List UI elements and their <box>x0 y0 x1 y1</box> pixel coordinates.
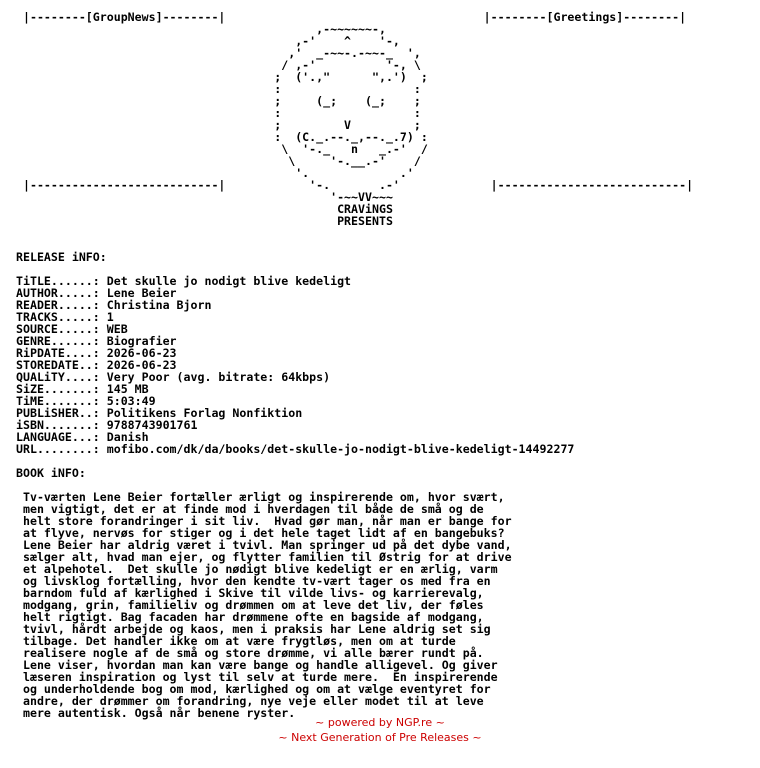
nfo-text: |--------[GroupNews]--------| |--------[Greetings]--------| ,-~~~~~~-, ,-' ^ '-, ,' _-~~-.-~~-_ ', / ,-' '-, \ ; ('.," ",.') ; : : ; (_; (_; ; : : ; V ; : (C._.--._,--._.7) : \ '-._ n _.-' / \ '-.__.-' / '. .' |---------------------------| '-. .-' |---------------------------| '-~~VV~~~ CRAViNGS PRESENTS RELEASE iNFO: TiTLE......: Det skulle jo nodigt blive kedeligt AUTHOR.....: Lene Beier READER.....: Christina Bjorn TRACKS.....: 1 SOURCE.....: WEB GENRE......: Biografier RiPDATE....: 2026-06-23 STOREDATE..: 2026-06-23 QUALiTY....: Very Poor (avg. bitrate: 64kbps) SiZE.......: 145 MB TiME.......: 5:03:49 PUBLiSHER..: Politikens Forlag Nonfiktion iSBN.......: 9788743901761 LANGUAGE...: Danish URL........: mofibo.com/dk/da/books/det-skulle-jo-nodigt-blive-kedeligt-14492277 BOOK iNFO: Tv-værten Lene Beier fortæller ærligt og inspirerende om, hvor svært, men vigtigt, det er at finde mod i hverdagen til både de små og de helt store forandringer i sit liv. Hvad gør man, når man er bange for at flyve, nervøs for stiger og i det hele taget lidt af en bangebuks? Lene Beier har aldrig været i tvivl. Man springer ud på det dybe vand, sælger alt, hvad man ejer, og flytter familien til Østrig for at drive et alpehotel. Det skulle jo nødigt blive kedeligt er en ærlig, varm og livsklog fortælling, hvor den kendte tv-vært tager os med fra en barndom fuld af kærlighed i Skive til vilde livs- og karrierevalg, modgang, grin, familieliv og drømmen om at leve det liv, der føles helt rigtigt. Bag facaden har drømmene ofte en bagside af modgang, tvivl, hårdt arbejde og kaos, men i praksis har Lene aldrig set sig tilbage. Det handler ikke om at være frygtløs, men om at turde realisere nogle af de små og store drømme, vi alle bærer rundt på. Lene viser, hvordan man kan være bange og handle alligevel. Og giver læseren inspiration og lyst til selv at turde mere. En inspirerende og underholdende bog om mod, kærlighed og om at vælge eventyret for andre, der drømmer om forandring, nye veje eller modet til at leve mere autentisk. Også når benene ryster. <box>16 10 694 720</box>
footer-powered-by: ~ powered by NGP.re ~ <box>315 716 445 729</box>
footer-tagline: ~ Next Generation of Pre Releases ~ <box>278 731 482 744</box>
